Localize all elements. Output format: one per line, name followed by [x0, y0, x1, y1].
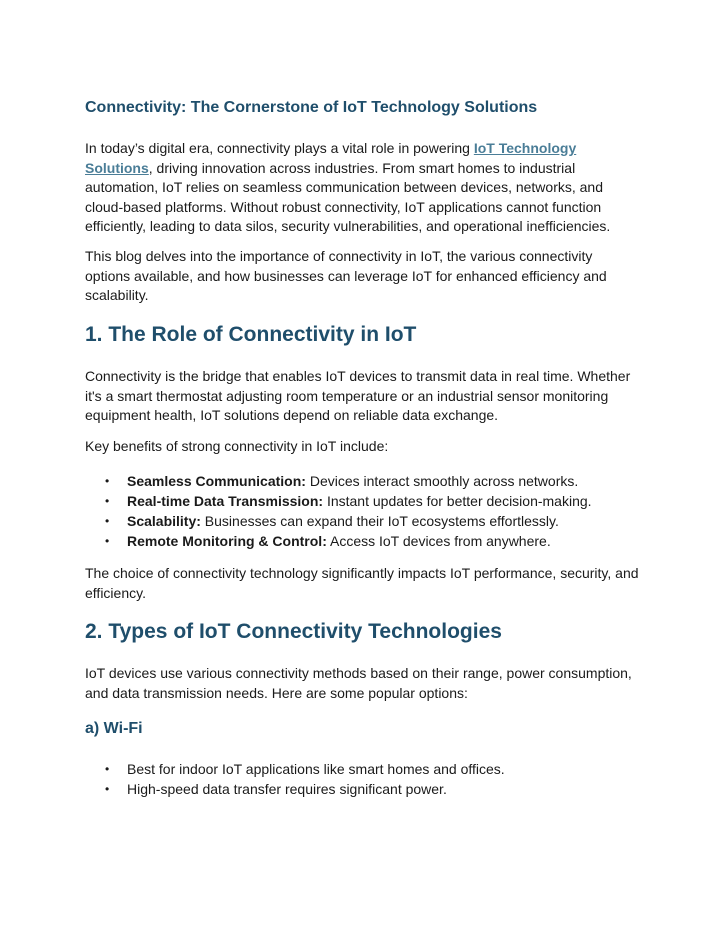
section-2-paragraph-1: IoT devices use various connectivity methods based on their range, power consumption, and data transmission needs. Here are some popular options:	[85, 665, 632, 701]
bullet-icon: •	[105, 534, 110, 548]
intro-text-before-link: In today’s digital era, connectivity plays a vital role in powering	[85, 140, 474, 156]
section-1-paragraph-2: Key benefits of strong connectivity in IoT include:	[85, 438, 389, 454]
bullet-icon: •	[105, 782, 110, 796]
list-item	[85, 779, 645, 799]
list-item-term: Scalability:	[127, 513, 201, 529]
list-item-text: Access IoT devices from anywhere.	[326, 533, 551, 549]
wifi-subheading: a) Wi-Fi	[85, 720, 143, 737]
list-item-term: Remote Monitoring & Control:	[127, 533, 327, 549]
list-item	[85, 531, 645, 551]
iot-solutions-link[interactable]: IoT Technology Solutions	[85, 140, 577, 176]
list-item-text: Devices interact smoothly across networks.	[305, 473, 579, 489]
section-1-paragraph-3: The choice of connectivity technology significantly impacts IoT performance, security, and efficiency.	[85, 565, 639, 601]
bullet-icon: •	[105, 494, 110, 508]
bullet-icon: •	[105, 514, 110, 528]
intro-paragraph	[85, 139, 640, 237]
list-item-term: Real-time Data Transmission:	[127, 493, 324, 509]
intro-paragraph-2: This blog delves into the importance of connectivity in IoT, the various connectivity options available, and how businesses can leverage IoT for enhanced efficiency and scalability.	[85, 248, 607, 303]
list-item-term: Seamless Communication:	[127, 473, 306, 489]
benefits-list	[85, 471, 645, 551]
list-item-text: Best for indoor IoT applications like smart homes and offices.	[127, 761, 505, 777]
section-1-paragraph-1: Connectivity is the bridge that enables IoT devices to transmit data in real time. Whether it's a smart thermostat adjusting room temperature or an industrial sensor monitoring equipment health, IoT solutions depend on reliable data exchange.	[85, 368, 631, 423]
bullet-icon: •	[105, 474, 110, 488]
list-item	[85, 511, 645, 531]
list-item	[85, 759, 645, 779]
list-item	[85, 471, 645, 491]
intro-text-after-link: , driving innovation across industries. From smart homes to industrial automation, IoT relies on seamless communication between devices, networks, and cloud-based platforms. Without robust connectivity, IoT applications cannot function efficiently, leading to data silos, security vulnerabilities, and operational inefficiencies.	[85, 159, 611, 234]
list-item-text: Businesses can expand their IoT ecosystems effortlessly.	[200, 513, 559, 529]
section-1-heading: 1. The Role of Connectivity in IoT	[85, 323, 417, 346]
section-2-heading: 2. Types of IoT Connectivity Technologies	[85, 620, 502, 643]
wifi-list	[85, 759, 645, 799]
list-item	[85, 491, 645, 511]
document-title: Connectivity: The Cornerstone of IoT Technology Solutions	[85, 99, 538, 116]
list-item-text: High-speed data transfer requires significant power.	[127, 781, 447, 797]
list-item-text: Instant updates for better decision-making.	[323, 493, 592, 509]
bullet-icon: •	[105, 762, 110, 776]
